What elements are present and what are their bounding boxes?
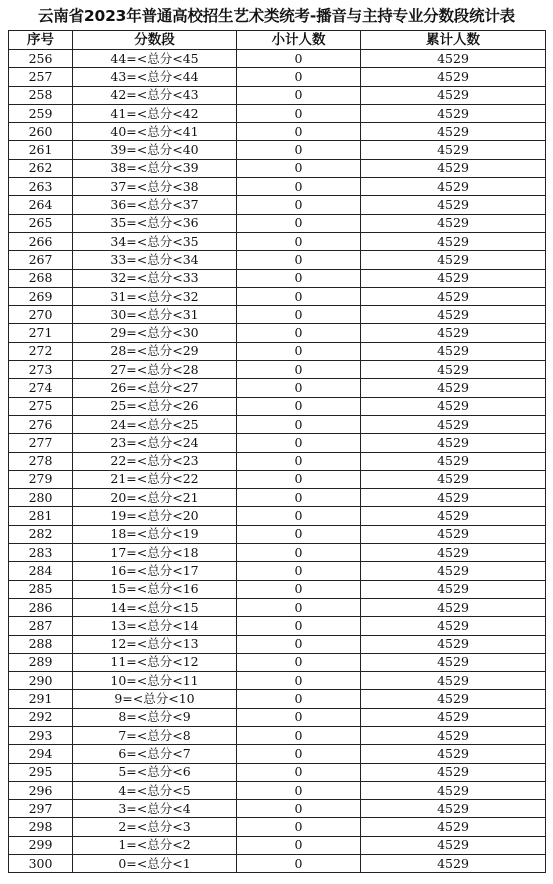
cell-score-range: 10=<总分<11 [73,672,237,690]
table-row [9,855,546,873]
cell-cumulative: 4529 [361,580,546,598]
cell-index: 269 [9,287,73,305]
cell-score-range: 22=<总分<23 [73,452,237,470]
cell-score-range: 14=<总分<15 [73,598,237,616]
cell-cumulative: 4529 [361,598,546,616]
cell-index: 300 [9,855,73,873]
cell-subtotal: 0 [237,598,361,616]
cell-cumulative: 4529 [361,86,546,104]
cell-subtotal: 0 [237,324,361,342]
cell-cumulative: 4529 [361,489,546,507]
header-cumulative: 累计人数 [361,31,546,50]
cell-score-range: 15=<总分<16 [73,580,237,598]
cell-cumulative: 4529 [361,672,546,690]
cell-subtotal: 0 [237,50,361,68]
table-row [9,50,546,68]
cell-index: 295 [9,763,73,781]
cell-index: 273 [9,361,73,379]
cell-index: 268 [9,269,73,287]
cell-cumulative: 4529 [361,836,546,854]
cell-index: 290 [9,672,73,690]
table-body [9,50,546,873]
cell-index: 276 [9,415,73,433]
cell-cumulative: 4529 [361,434,546,452]
cell-cumulative: 4529 [361,361,546,379]
cell-subtotal: 0 [237,452,361,470]
cell-cumulative: 4529 [361,178,546,196]
cell-index: 261 [9,141,73,159]
cell-score-range: 2=<总分<3 [73,818,237,836]
table-row [9,781,546,799]
cell-cumulative: 4529 [361,123,546,141]
cell-index: 287 [9,617,73,635]
cell-subtotal: 0 [237,544,361,562]
cell-subtotal: 0 [237,635,361,653]
table-row [9,232,546,250]
table-row [9,86,546,104]
cell-subtotal: 0 [237,470,361,488]
cell-score-range: 4=<总分<5 [73,781,237,799]
cell-score-range: 42=<总分<43 [73,86,237,104]
cell-index: 282 [9,525,73,543]
cell-subtotal: 0 [237,617,361,635]
cell-cumulative: 4529 [361,232,546,250]
table-row [9,178,546,196]
cell-cumulative: 4529 [361,452,546,470]
cell-index: 271 [9,324,73,342]
cell-score-range: 41=<总分<42 [73,104,237,122]
table-row [9,763,546,781]
cell-subtotal: 0 [237,361,361,379]
cell-index: 263 [9,178,73,196]
cell-subtotal: 0 [237,836,361,854]
cell-subtotal: 0 [237,342,361,360]
cell-score-range: 17=<总分<18 [73,544,237,562]
cell-index: 285 [9,580,73,598]
cell-subtotal: 0 [237,672,361,690]
table-row [9,836,546,854]
cell-subtotal: 0 [237,580,361,598]
cell-cumulative: 4529 [361,287,546,305]
table-row [9,159,546,177]
cell-score-range: 20=<总分<21 [73,489,237,507]
cell-index: 298 [9,818,73,836]
header-index: 序号 [9,31,73,50]
cell-subtotal: 0 [237,68,361,86]
header-score-range: 分数段 [73,31,237,50]
cell-cumulative: 4529 [361,562,546,580]
cell-subtotal: 0 [237,708,361,726]
cell-index: 278 [9,452,73,470]
cell-score-range: 40=<总分<41 [73,123,237,141]
table-row [9,415,546,433]
cell-score-range: 27=<总分<28 [73,361,237,379]
table-row [9,708,546,726]
cell-index: 275 [9,397,73,415]
cell-cumulative: 4529 [361,763,546,781]
cell-score-range: 1=<总分<2 [73,836,237,854]
cell-cumulative: 4529 [361,653,546,671]
cell-index: 257 [9,68,73,86]
cell-index: 279 [9,470,73,488]
table-row [9,726,546,744]
table-row [9,489,546,507]
table-row [9,470,546,488]
table-row [9,141,546,159]
cell-score-range: 0=<总分<1 [73,855,237,873]
cell-cumulative: 4529 [361,635,546,653]
cell-cumulative: 4529 [361,745,546,763]
cell-subtotal: 0 [237,434,361,452]
cell-cumulative: 4529 [361,214,546,232]
cell-subtotal: 0 [237,251,361,269]
cell-index: 283 [9,544,73,562]
table-row [9,818,546,836]
cell-subtotal: 0 [237,306,361,324]
table-row [9,635,546,653]
cell-score-range: 3=<总分<4 [73,800,237,818]
cell-subtotal: 0 [237,818,361,836]
cell-subtotal: 0 [237,379,361,397]
cell-subtotal: 0 [237,525,361,543]
table-row [9,690,546,708]
cell-index: 260 [9,123,73,141]
cell-index: 289 [9,653,73,671]
cell-cumulative: 4529 [361,544,546,562]
cell-index: 277 [9,434,73,452]
cell-score-range: 35=<总分<36 [73,214,237,232]
cell-cumulative: 4529 [361,324,546,342]
cell-index: 258 [9,86,73,104]
cell-cumulative: 4529 [361,726,546,744]
cell-score-range: 36=<总分<37 [73,196,237,214]
score-distribution-table [8,30,546,873]
cell-index: 281 [9,507,73,525]
cell-cumulative: 4529 [361,708,546,726]
table-row [9,251,546,269]
cell-index: 267 [9,251,73,269]
cell-index: 291 [9,690,73,708]
table-row [9,123,546,141]
cell-index: 299 [9,836,73,854]
cell-index: 266 [9,232,73,250]
cell-cumulative: 4529 [361,306,546,324]
cell-score-range: 26=<总分<27 [73,379,237,397]
cell-score-range: 8=<总分<9 [73,708,237,726]
table-row [9,800,546,818]
cell-index: 288 [9,635,73,653]
table-row [9,324,546,342]
cell-score-range: 24=<总分<25 [73,415,237,433]
table-row [9,434,546,452]
cell-index: 265 [9,214,73,232]
cell-score-range: 43=<总分<44 [73,68,237,86]
cell-score-range: 29=<总分<30 [73,324,237,342]
cell-index: 259 [9,104,73,122]
cell-cumulative: 4529 [361,855,546,873]
table-row [9,287,546,305]
cell-subtotal: 0 [237,653,361,671]
table-row [9,342,546,360]
cell-subtotal: 0 [237,214,361,232]
table-row [9,196,546,214]
cell-cumulative: 4529 [361,104,546,122]
cell-score-range: 19=<总分<20 [73,507,237,525]
cell-index: 262 [9,159,73,177]
cell-subtotal: 0 [237,415,361,433]
cell-index: 294 [9,745,73,763]
cell-subtotal: 0 [237,196,361,214]
cell-cumulative: 4529 [361,800,546,818]
cell-score-range: 13=<总分<14 [73,617,237,635]
cell-score-range: 37=<总分<38 [73,178,237,196]
cell-index: 293 [9,726,73,744]
cell-index: 274 [9,379,73,397]
cell-score-range: 7=<总分<8 [73,726,237,744]
cell-index: 256 [9,50,73,68]
table-row [9,214,546,232]
table-row [9,269,546,287]
table-row [9,525,546,543]
table-row [9,617,546,635]
table-row [9,544,546,562]
cell-subtotal: 0 [237,745,361,763]
table-header-row [9,31,546,50]
cell-subtotal: 0 [237,781,361,799]
table-row [9,104,546,122]
cell-cumulative: 4529 [361,507,546,525]
cell-subtotal: 0 [237,287,361,305]
cell-score-range: 38=<总分<39 [73,159,237,177]
cell-score-range: 44=<总分<45 [73,50,237,68]
cell-subtotal: 0 [237,726,361,744]
cell-cumulative: 4529 [361,525,546,543]
cell-subtotal: 0 [237,507,361,525]
cell-cumulative: 4529 [361,50,546,68]
cell-subtotal: 0 [237,690,361,708]
cell-cumulative: 4529 [361,818,546,836]
cell-subtotal: 0 [237,123,361,141]
cell-score-range: 23=<总分<24 [73,434,237,452]
cell-score-range: 31=<总分<32 [73,287,237,305]
cell-index: 270 [9,306,73,324]
cell-score-range: 32=<总分<33 [73,269,237,287]
cell-score-range: 39=<总分<40 [73,141,237,159]
cell-cumulative: 4529 [361,379,546,397]
cell-cumulative: 4529 [361,781,546,799]
cell-subtotal: 0 [237,178,361,196]
cell-cumulative: 4529 [361,397,546,415]
cell-cumulative: 4529 [361,68,546,86]
table-row [9,653,546,671]
cell-score-range: 5=<总分<6 [73,763,237,781]
cell-subtotal: 0 [237,86,361,104]
table-row [9,562,546,580]
table-row [9,452,546,470]
cell-cumulative: 4529 [361,415,546,433]
cell-subtotal: 0 [237,141,361,159]
cell-cumulative: 4529 [361,470,546,488]
cell-subtotal: 0 [237,855,361,873]
cell-index: 296 [9,781,73,799]
cell-cumulative: 4529 [361,617,546,635]
cell-cumulative: 4529 [361,269,546,287]
cell-index: 264 [9,196,73,214]
cell-subtotal: 0 [237,562,361,580]
table-row [9,745,546,763]
table-row [9,397,546,415]
table-row [9,379,546,397]
cell-index: 292 [9,708,73,726]
cell-subtotal: 0 [237,763,361,781]
table-row [9,68,546,86]
cell-score-range: 6=<总分<7 [73,745,237,763]
cell-subtotal: 0 [237,159,361,177]
table-row [9,361,546,379]
cell-index: 284 [9,562,73,580]
cell-score-range: 16=<总分<17 [73,562,237,580]
cell-index: 272 [9,342,73,360]
cell-score-range: 11=<总分<12 [73,653,237,671]
cell-subtotal: 0 [237,269,361,287]
cell-cumulative: 4529 [361,159,546,177]
page-title: 云南省2023年普通高校招生艺术类统考-播音与主持专业分数段统计表 [38,7,515,25]
header-subtotal: 小计人数 [237,31,361,50]
cell-score-range: 12=<总分<13 [73,635,237,653]
cell-score-range: 33=<总分<34 [73,251,237,269]
cell-score-range: 28=<总分<29 [73,342,237,360]
cell-score-range: 34=<总分<35 [73,232,237,250]
table-row [9,580,546,598]
cell-cumulative: 4529 [361,690,546,708]
table-row [9,598,546,616]
cell-score-range: 9=<总分<10 [73,690,237,708]
cell-subtotal: 0 [237,800,361,818]
cell-subtotal: 0 [237,489,361,507]
cell-subtotal: 0 [237,232,361,250]
cell-index: 280 [9,489,73,507]
table-row [9,507,546,525]
cell-score-range: 18=<总分<19 [73,525,237,543]
table-row [9,672,546,690]
cell-cumulative: 4529 [361,141,546,159]
cell-index: 297 [9,800,73,818]
cell-score-range: 21=<总分<22 [73,470,237,488]
table-row [9,306,546,324]
cell-index: 286 [9,598,73,616]
cell-cumulative: 4529 [361,251,546,269]
cell-cumulative: 4529 [361,196,546,214]
cell-score-range: 30=<总分<31 [73,306,237,324]
cell-cumulative: 4529 [361,342,546,360]
cell-subtotal: 0 [237,397,361,415]
cell-subtotal: 0 [237,104,361,122]
cell-score-range: 25=<总分<26 [73,397,237,415]
